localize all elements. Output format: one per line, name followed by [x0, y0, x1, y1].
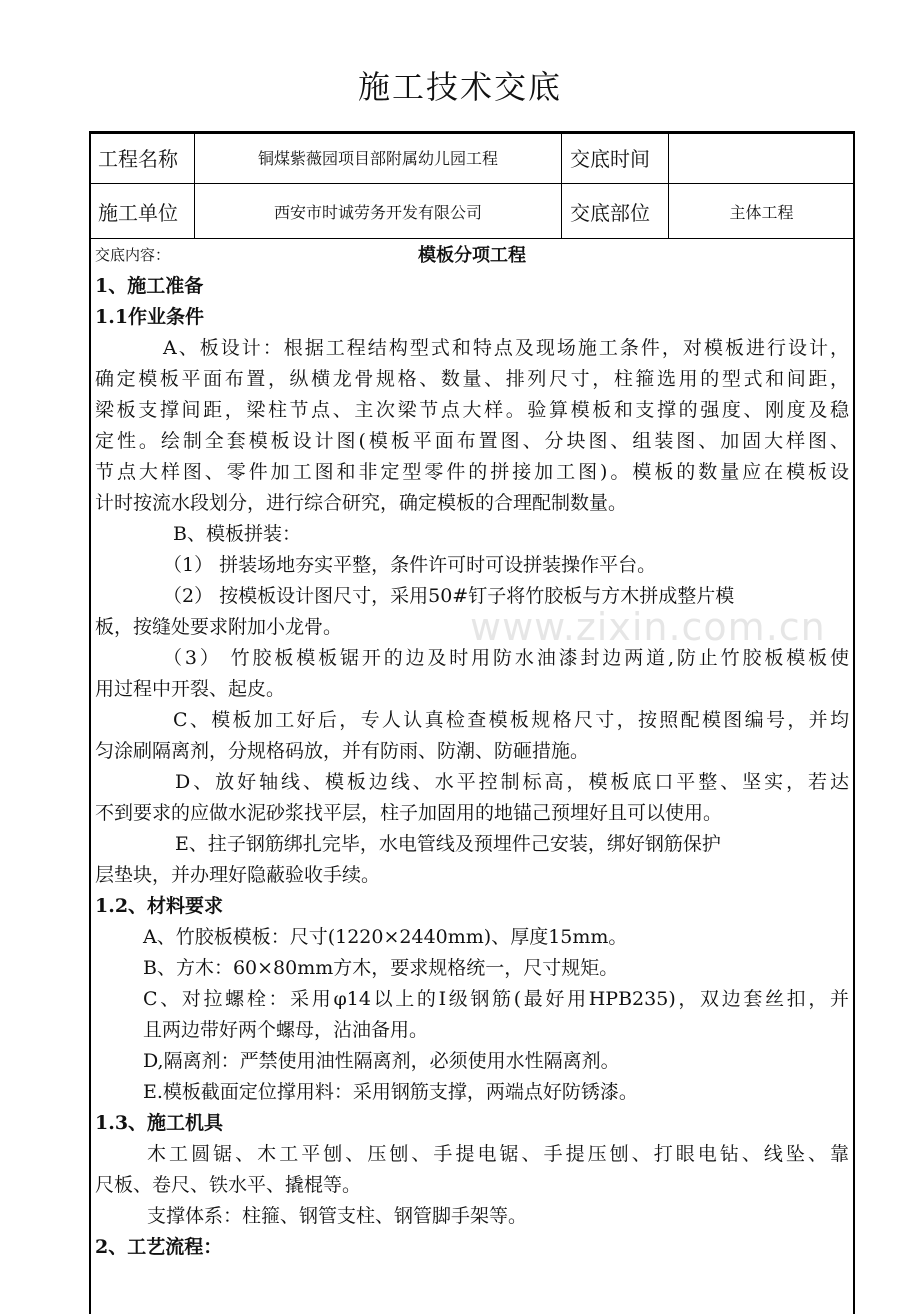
paragraph-line: 用过程中开裂、起皮。 — [95, 678, 286, 700]
paragraph-line: 木工圆锯、木工平刨、压刨、手提电锯、手提压刨、打眼电钻、线坠、靠 — [147, 1143, 849, 1165]
paragraph-line: （1） 拼装场地夯实平整，条件许可时可设拼装操作平台。 — [163, 554, 657, 576]
paragraph-line: 定性。绘制全套模板设计图(模板平面布置图、分块图、组装图、加固大样图、 — [95, 430, 849, 452]
paragraph-line: B、方木：60×80mm方木，要求规格统一，尺寸规矩。 — [143, 957, 619, 979]
paragraph-line: A、竹胶板模板：尺寸(1220×2440mm)、厚度15mm。 — [143, 926, 628, 948]
paragraph-line: B、模板拼装： — [173, 523, 301, 545]
subtitle: 模板分项工程 — [418, 245, 526, 266]
project-name-value: 铜煤紫薇园项目部附属幼儿园工程 — [195, 132, 562, 184]
document-title: 施工技术交底 — [357, 68, 562, 106]
subsection-heading: 1.1作业条件 — [95, 306, 205, 328]
subsection-heading: 1.2、材料要求 — [95, 895, 224, 917]
date-value — [669, 132, 855, 184]
paragraph-line: E.模板截面定位撑用料：采用钢筋支撑，两端点好防锈漆。 — [143, 1081, 638, 1103]
paragraph-line: （3） 竹胶板模板锯开的边及时用防水油漆封边两道,防止竹胶板模板使 — [163, 647, 849, 669]
paragraph-line: 梁板支撑间距，梁柱节点、主次梁节点大样。验算模板和支撑的强度、刚度及稳 — [95, 399, 849, 421]
paragraph-line: 匀涂刷隔离剂，分规格码放，并有防雨、防潮、防砸措施。 — [95, 740, 590, 762]
paragraph-line: D,隔离剂：严禁使用油性隔离剂，必须使用水性隔离剂。 — [143, 1050, 620, 1072]
paragraph-line: 板，按缝处要求附加小龙骨。 — [95, 616, 343, 638]
paragraph-line: D、放好轴线、模板边线、水平控制标高，模板底口平整、坚实，若达 — [175, 771, 849, 793]
part-label: 交底部位 — [562, 184, 669, 239]
intro-row — [95, 240, 849, 271]
watermark: www.zixin.com.cn — [470, 605, 826, 649]
header-table — [89, 131, 855, 239]
paragraph-line: 节点大样图、零件加工图和非定型零件的拼接加工图)。模板的数量应在模板设 — [95, 461, 849, 483]
content-body — [95, 240, 849, 1263]
section-heading: 1、施工准备 — [95, 275, 204, 297]
paragraph-line: 计时按流水段划分，进行综合研究，确定模板的合理配制数量。 — [95, 492, 628, 514]
unit-label: 施工单位 — [90, 184, 195, 239]
unit-value: 西安市时诚劳务开发有限公司 — [195, 184, 562, 239]
paragraph-line: 且两边带好两个螺母，沾油备用。 — [143, 1019, 429, 1041]
paragraph-line: 确定模板平面布置，纵横龙骨规格、数量、排列尺寸，柱箍选用的型式和间距， — [95, 368, 849, 390]
paragraph-line: E、拄子钢筋绑扎完毕，水电管线及预埋件己安装，绑好钢筋保护 — [175, 833, 721, 855]
paragraph-line: 层垫块，并办理好隐蔽验收手续。 — [95, 864, 381, 886]
part-value: 主体工程 — [669, 184, 855, 239]
paragraph-line: 支撑体系：柱箍、钢管支柱、钢管脚手架等。 — [147, 1205, 528, 1227]
paragraph-line: 尺板、卷尺、铁水平、撬棍等。 — [95, 1174, 362, 1196]
paragraph-line: （2） 按模板设计图尺寸，采用50#钉子将竹胶板与方木拼成整片模 — [163, 585, 735, 607]
date-label: 交底时间 — [562, 132, 669, 184]
paragraph-line: A、板设计：根据工程结构型式和特点及现场施工条件，对模板进行设计， — [163, 337, 849, 359]
project-name-label: 工程名称 — [90, 132, 195, 184]
paragraph-line: 不到要求的应做水泥砂浆找平层，柱子加固用的地锚己预埋好且可以使用。 — [95, 802, 723, 824]
subsection-heading: 1.3、施工机具 — [95, 1112, 224, 1134]
section-heading: 2、工艺流程： — [95, 1236, 223, 1258]
paragraph-line: C、模板加工好后，专人认真检查模板规格尺寸，按照配模图编号，并均 — [173, 709, 849, 731]
intro-label: 交底内容： — [95, 246, 171, 264]
paragraph-line: C、对拉螺栓：采用φ14以上的Ⅰ级钢筋(最好用HPB235)，双边套丝扣，并 — [143, 988, 849, 1010]
